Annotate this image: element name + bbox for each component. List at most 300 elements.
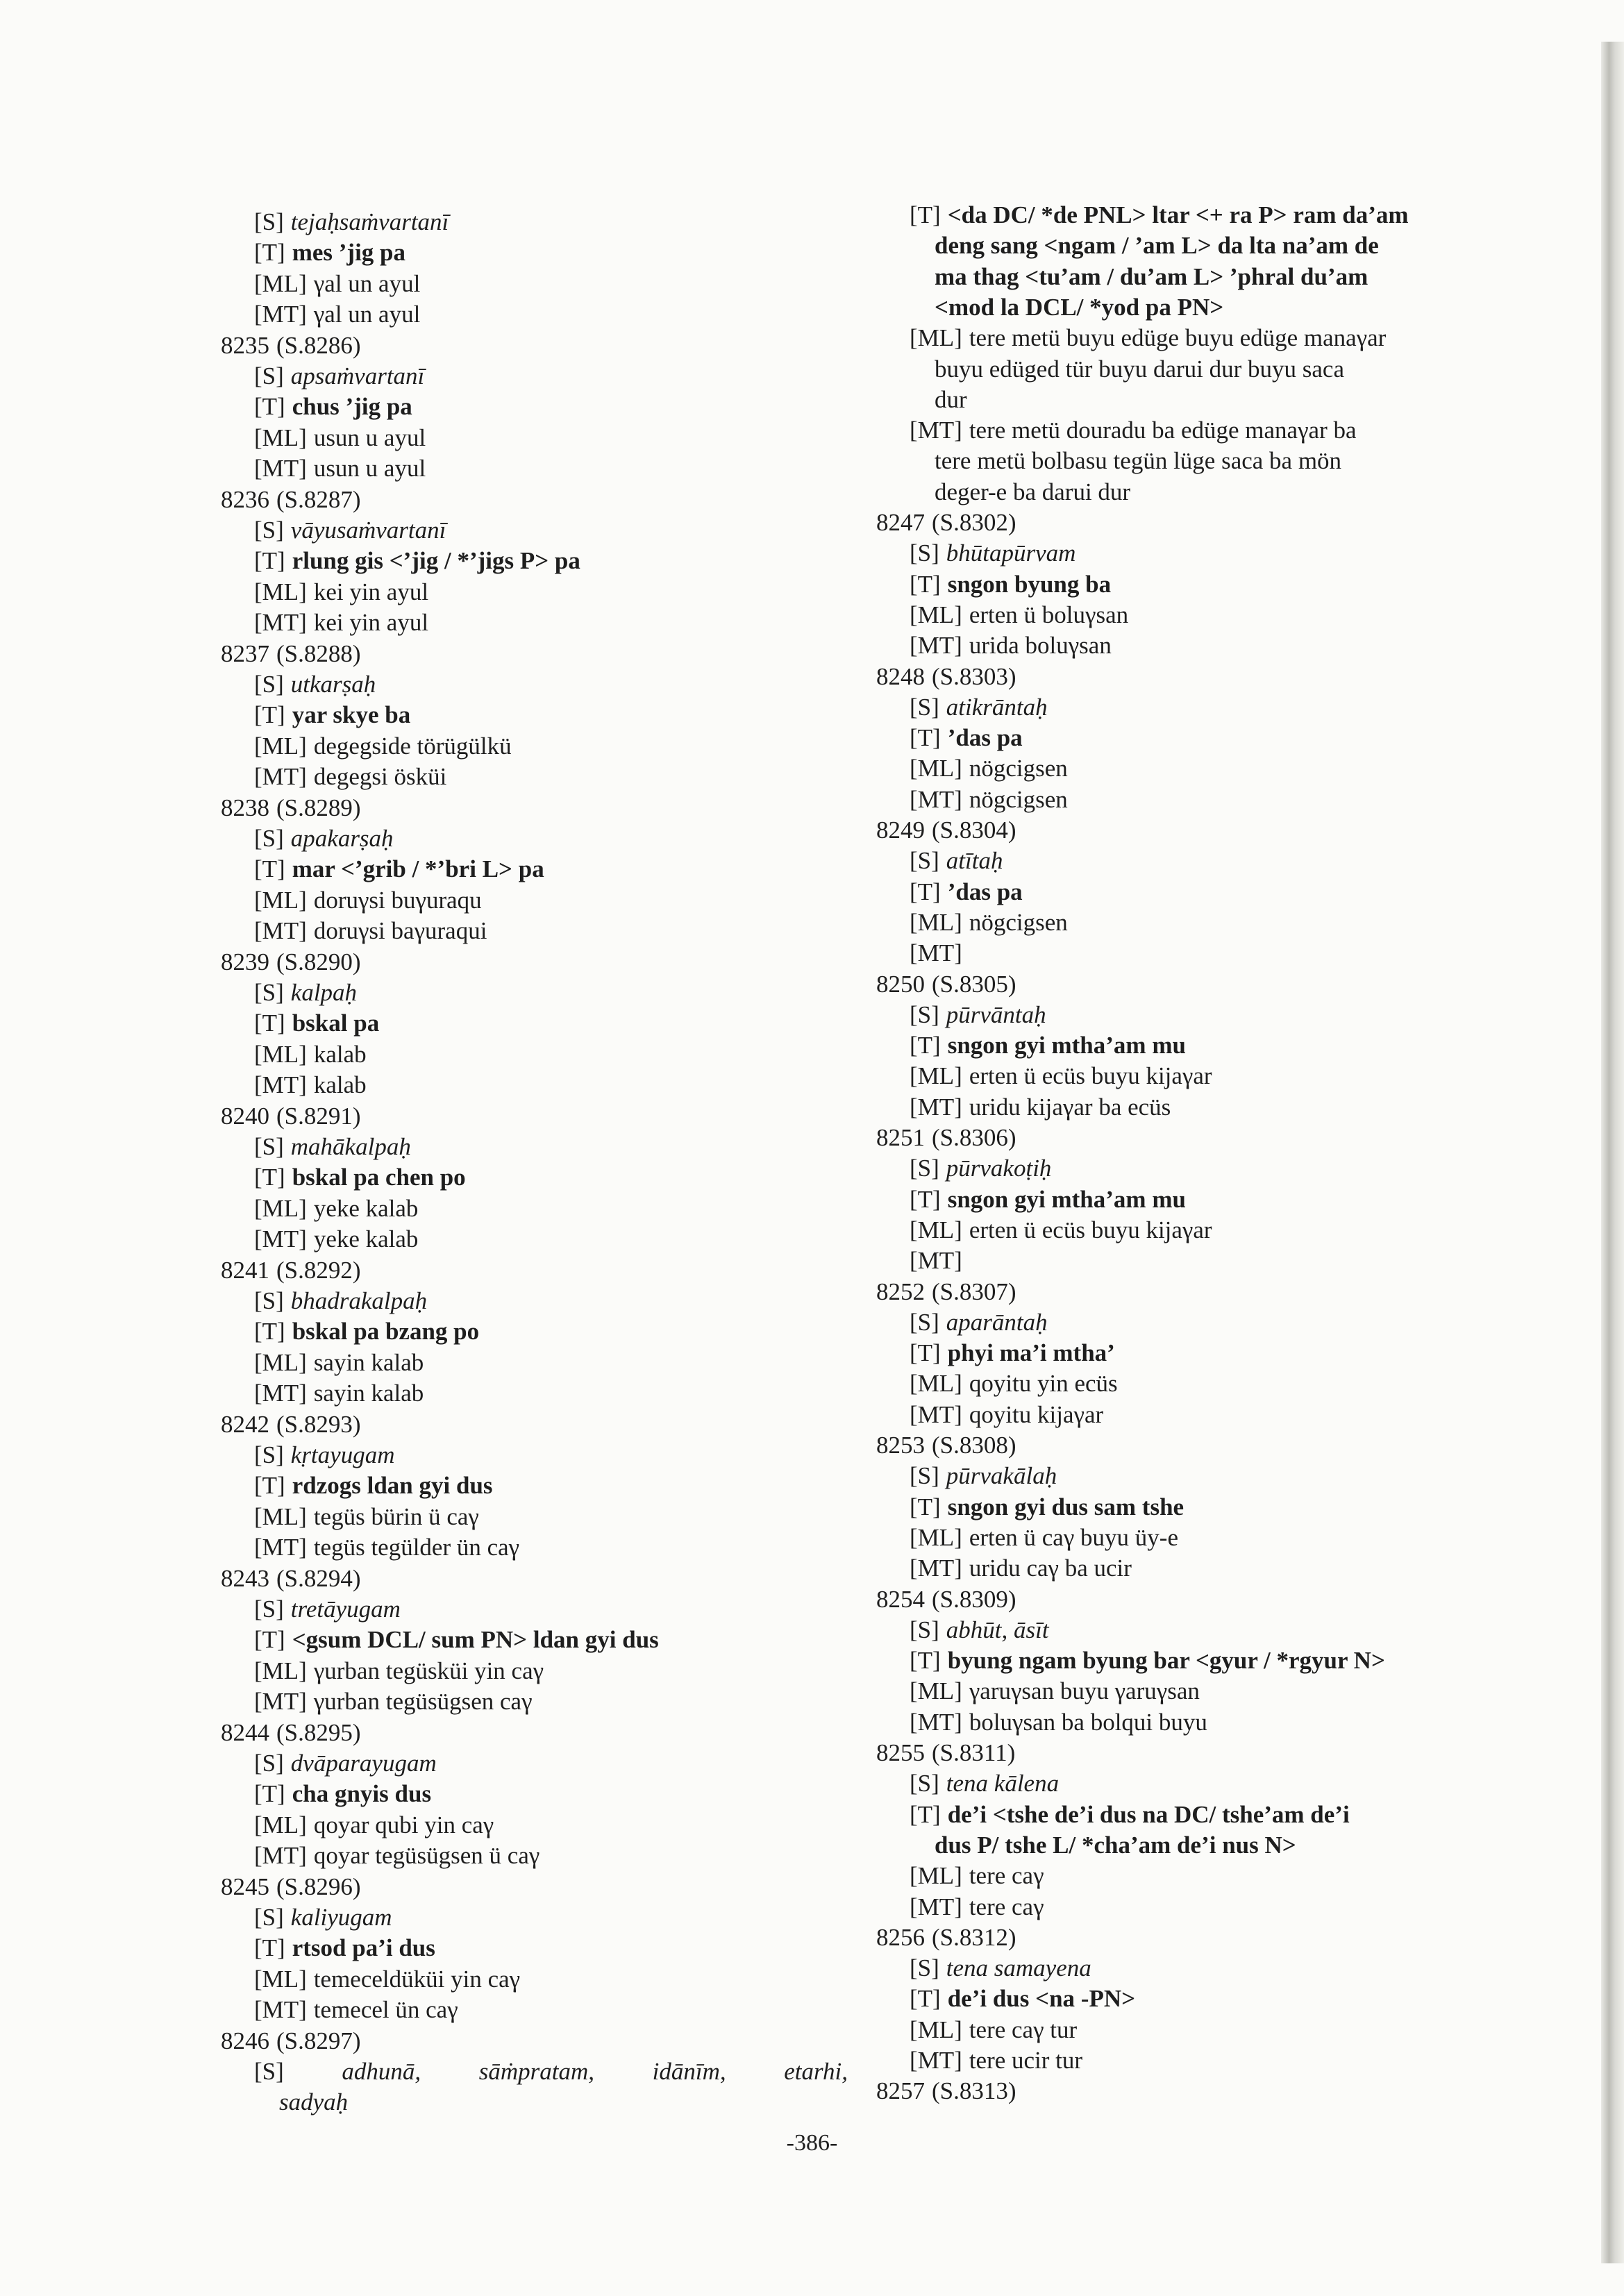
field-text: bskal pa bzang po <box>292 1318 480 1346</box>
entry-line <box>254 1656 544 1686</box>
entry-number: 8250 <box>876 970 925 998</box>
field-text: usun u ayul <box>313 455 426 483</box>
entry-number: 8248 <box>876 662 925 690</box>
entry-line <box>254 207 449 237</box>
field-text: chus ’jig pa <box>292 393 412 421</box>
entry-line <box>254 1008 379 1039</box>
entry-line <box>910 1307 1048 1338</box>
field-tag: [MT] <box>254 1996 307 2024</box>
field-text: deger-e ba darui dur <box>935 478 1131 505</box>
entry-line <box>254 854 544 885</box>
entry-line <box>910 1368 1118 1399</box>
field-text: qoyar tegüsügsen ü caγ <box>313 1842 540 1870</box>
entry-line <box>910 200 1409 231</box>
field-text: temecel ün caγ <box>313 1996 458 2024</box>
field-text: dvāparayugam <box>290 1750 437 1777</box>
entry-line <box>254 1810 494 1841</box>
entry-number: 8251 <box>876 1124 925 1151</box>
field-text: erten ü ecüs buyu kijaγar <box>969 1062 1212 1090</box>
entry-line <box>254 1933 435 1963</box>
entry-line <box>254 1070 367 1100</box>
field-tag: [ML] <box>254 1040 307 1068</box>
field-tag: [ML] <box>910 1677 962 1705</box>
source-reference: (S.8308) <box>932 1432 1016 1459</box>
sanskrit-term: etarhi, <box>784 2058 848 2085</box>
entry-line <box>910 938 969 969</box>
field-tag: [MT] <box>254 1225 307 1253</box>
entry-line <box>910 1030 1186 1061</box>
field-tag: [MT] <box>910 1093 962 1121</box>
entry-number: 8239 <box>221 948 269 975</box>
entry-number: 8241 <box>221 1256 269 1284</box>
entry-line <box>254 1378 424 1409</box>
field-text: <gsum DCL/ sum PN> ldan gyi dus <box>292 1626 659 1654</box>
entry-number-line <box>876 1430 1016 1461</box>
field-tag: [ML] <box>910 601 962 628</box>
entry-line <box>254 1286 427 1316</box>
entry-line <box>254 453 426 484</box>
entry-number-line <box>221 1255 361 1286</box>
field-text: sayin kalab <box>313 1348 424 1376</box>
field-text: tere metü buyu edüge buyu edüge manaγar <box>969 324 1387 352</box>
field-text: sadyaḥ <box>279 2088 349 2116</box>
field-text: tere caγ <box>969 1893 1044 1920</box>
entry-line <box>254 1995 458 2025</box>
field-text: nögcigsen <box>969 785 1068 813</box>
field-tag: [ML] <box>254 424 307 451</box>
field-text: tere ucir tur <box>969 2047 1083 2074</box>
field-text: apsaṁvartanī <box>290 362 425 389</box>
entry-line <box>935 1830 1296 1861</box>
field-tag: [MT] <box>254 1380 307 1407</box>
source-reference: (S.8302) <box>932 509 1016 536</box>
field-tag: [S] <box>254 1441 284 1468</box>
entry-line <box>254 269 420 299</box>
field-text: <mod la DCL/ *yod pa PN> <box>935 293 1224 321</box>
field-text: ’das pa <box>947 724 1023 752</box>
entry-line <box>254 1841 539 1871</box>
field-text: nögcigsen <box>969 755 1068 782</box>
field-tag: [S] <box>254 979 284 1006</box>
entry-line <box>254 1348 424 1378</box>
field-text: yar skye ba <box>292 701 411 729</box>
entry-number-line <box>221 1101 361 1132</box>
entry-line <box>254 1502 479 1532</box>
field-tag: [S] <box>254 1133 284 1160</box>
field-text: <da DC/ *de PNL> ltar <+ ra P> ram da’am <box>947 201 1409 228</box>
entry-number: 8249 <box>876 816 925 844</box>
field-tag: [ML] <box>254 269 307 297</box>
entry-line <box>254 577 428 607</box>
entry-number-line <box>221 793 361 823</box>
field-text: cha gnyis dus <box>292 1780 432 1808</box>
entry-line <box>910 538 1075 569</box>
entry-number-line <box>221 485 361 515</box>
entry-line <box>254 299 420 330</box>
field-text: sngon gyi dus sam tshe <box>947 1493 1184 1520</box>
field-tag: [T] <box>910 724 941 752</box>
entry-line <box>910 1707 1207 1738</box>
field-tag: [S] <box>910 1770 939 1798</box>
field-text: bhadrakalpaḥ <box>290 1287 428 1314</box>
entry-line <box>254 423 426 453</box>
entry-number: 8256 <box>876 1923 925 1951</box>
field-tag: [ML] <box>910 908 962 936</box>
field-text: byung ngam byung bar <gyur / *rgyur N> <box>947 1647 1385 1675</box>
entry-line <box>254 1132 411 1162</box>
field-text: γal un ayul <box>313 269 421 297</box>
field-tag: [T] <box>910 1800 941 1828</box>
field-text: pūrvāntaḥ <box>946 1000 1046 1028</box>
entry-line <box>910 2015 1077 2045</box>
entry-line <box>254 607 428 638</box>
field-text: mes ’jig pa <box>292 239 406 267</box>
field-text: phyi ma’i mtha’ <box>947 1339 1115 1367</box>
source-reference: (S.8305) <box>932 970 1016 998</box>
entry-number-line <box>876 1123 1016 1153</box>
field-tag: [ML] <box>910 1523 962 1551</box>
field-text: nögcigsen <box>969 908 1068 936</box>
entry-line <box>254 1440 394 1470</box>
entry-line <box>254 731 512 762</box>
field-text: mahākalpaḥ <box>290 1133 411 1160</box>
field-text: γaruγsan buyu γaruγsan <box>969 1677 1200 1705</box>
field-text: atītaḥ <box>946 847 1003 875</box>
entry-number-line <box>876 1922 1016 1953</box>
field-text: kaliyugam <box>290 1904 392 1931</box>
entry-number: 8253 <box>876 1432 925 1459</box>
entry-number-line <box>221 2026 361 2056</box>
field-tag: [T] <box>254 1626 285 1654</box>
field-text: sngon byung ba <box>947 570 1112 598</box>
field-tag: [T] <box>254 1472 285 1500</box>
field-tag: [T] <box>254 393 285 421</box>
entry-line <box>254 546 580 576</box>
field-text: boluγsan ba bolqui buyu <box>969 1708 1207 1736</box>
field-tag: [MT] <box>910 2047 962 2074</box>
field-tag: [ML] <box>254 1502 307 1530</box>
source-reference: (S.8292) <box>276 1256 361 1284</box>
field-tag: [S] <box>254 2058 284 2085</box>
entry-line <box>910 415 1357 446</box>
entry-number-line <box>876 2076 1016 2106</box>
entry-line <box>910 1953 1091 1984</box>
source-reference: (S.8295) <box>276 1718 361 1746</box>
source-reference: (S.8304) <box>932 816 1016 844</box>
entry-line <box>910 600 1128 630</box>
entry-line <box>910 1338 1115 1368</box>
entry-number-line <box>221 947 361 978</box>
entry-line <box>910 1153 1051 1184</box>
field-text: dus P/ tshe L/ *cha’am de’i nus N> <box>935 1831 1296 1859</box>
field-text: de’i <tshe de’i dus na DC/ tshe’am de’i <box>947 1800 1350 1828</box>
field-text: abhūt, āsīt <box>946 1616 1049 1643</box>
field-tag: [ML] <box>910 755 962 782</box>
field-tag: [MT] <box>254 609 307 637</box>
field-text: dur <box>935 385 967 413</box>
entry-number: 8247 <box>876 509 925 536</box>
sanskrit-term: idānīm, <box>652 2058 726 2085</box>
entry-line <box>254 1224 418 1255</box>
field-tag: [S] <box>910 1308 939 1336</box>
entry-line <box>254 1748 437 1779</box>
entry-line <box>279 2087 348 2118</box>
field-tag: [T] <box>254 1318 285 1346</box>
entry-line <box>910 877 1023 907</box>
field-text: bskal pa <box>292 1009 380 1037</box>
sanskrit-term: sāṁpratam, <box>478 2058 595 2085</box>
entry-number-line <box>221 1718 361 1748</box>
scan-edge-shadow <box>1601 42 1624 2263</box>
entry-number: 8246 <box>221 2027 269 2054</box>
entry-number-line <box>876 1277 1016 1307</box>
field-tag: [S] <box>254 1287 284 1314</box>
source-reference: (S.8306) <box>932 1124 1016 1151</box>
field-text: γal un ayul <box>313 301 421 328</box>
entry-number: 8257 <box>876 2077 925 2105</box>
entry-line <box>910 630 1112 661</box>
field-tag: [S] <box>254 362 284 389</box>
field-text: sayin kalab <box>313 1380 424 1407</box>
field-text: kei yin ayul <box>313 609 429 637</box>
field-tag: [T] <box>254 1009 285 1037</box>
field-tag: [MT] <box>910 632 962 660</box>
field-text: rdzogs ldan gyi dus <box>292 1472 493 1500</box>
entry-line <box>935 231 1379 261</box>
field-tag: [MT] <box>254 301 307 328</box>
entry-line <box>254 1964 520 1995</box>
field-tag: [T] <box>254 701 285 729</box>
entry-number: 8235 <box>221 331 269 359</box>
field-text: tena samayena <box>946 1954 1091 1982</box>
field-text: γurban tegüsküi yin caγ <box>313 1657 544 1684</box>
field-tag: [T] <box>910 1339 941 1367</box>
entry-line <box>910 1461 1057 1491</box>
entry-number-line <box>876 969 1016 1000</box>
source-reference: (S.8307) <box>932 1277 1016 1305</box>
entry-line <box>254 2056 848 2087</box>
entry-line <box>254 823 394 854</box>
field-text: qoyar qubi yin caγ <box>313 1811 494 1838</box>
entry-line <box>254 1779 431 1809</box>
entry-number: 8255 <box>876 1739 925 1766</box>
entry-line <box>910 1215 1212 1246</box>
entry-line <box>910 1800 1350 1830</box>
field-tag: [ML] <box>910 1370 962 1398</box>
entry-line <box>254 669 376 700</box>
field-text: aparāntaḥ <box>946 1308 1048 1336</box>
entry-number-line <box>876 508 1016 538</box>
entry-line <box>254 392 412 422</box>
field-text: sngon gyi mtha’am mu <box>947 1032 1186 1059</box>
entry-line <box>254 762 446 792</box>
source-reference: (S.8287) <box>276 485 361 513</box>
entry-line <box>910 323 1386 353</box>
field-text: doruγsi buγuraqu <box>313 886 482 914</box>
entry-line <box>910 907 1068 938</box>
field-text: atikrāntaḥ <box>946 693 1048 721</box>
field-tag: [T] <box>254 239 285 267</box>
entry-line <box>910 1523 1178 1553</box>
entry-line <box>910 1184 1186 1215</box>
field-tag: [MT] <box>910 1400 962 1428</box>
field-text: pūrvakālaḥ <box>946 1462 1057 1490</box>
entry-line <box>935 477 1130 508</box>
field-tag: [T] <box>910 201 941 228</box>
field-text: vāyusaṁvartanī <box>290 517 446 544</box>
field-tag: [S] <box>910 539 939 567</box>
field-tag: [S] <box>254 671 284 698</box>
field-text: buyu edüged tür buyu darui dur buyu saca <box>935 355 1344 383</box>
field-text: doruγsi baγuraqui <box>313 917 487 945</box>
field-tag: [S] <box>254 1750 284 1777</box>
field-tag: [ML] <box>910 2016 962 2043</box>
source-reference: (S.8286) <box>276 331 361 359</box>
field-tag: [S] <box>254 208 284 235</box>
field-text: bskal pa chen po <box>292 1164 466 1191</box>
entry-line <box>910 1645 1385 1676</box>
entry-line <box>254 1039 367 1070</box>
entry-line <box>910 1246 969 1276</box>
field-tag: [T] <box>910 1985 941 2013</box>
entry-line <box>910 1492 1184 1523</box>
field-text: tere metü douradu ba edüge manaγar ba <box>969 417 1357 444</box>
sanskrit-term: adhunā, <box>342 2058 421 2085</box>
source-reference: (S.8297) <box>276 2027 361 2054</box>
entry-line <box>935 354 1344 385</box>
entry-number: 8243 <box>221 1564 269 1592</box>
field-text: utkarṣaḥ <box>290 671 376 698</box>
field-text: tere caγ <box>969 1862 1044 1890</box>
entry-line <box>254 700 410 730</box>
entry-line <box>254 361 424 392</box>
entry-line <box>910 1892 1044 1922</box>
entry-line <box>910 723 1023 753</box>
field-text: kalab <box>313 1071 367 1099</box>
field-tag: [MT] <box>254 1071 307 1099</box>
entry-line <box>910 1615 1049 1645</box>
field-tag: [ML] <box>254 578 307 605</box>
field-text: usun u ayul <box>313 424 426 451</box>
field-tag: [MT] <box>254 1534 307 1561</box>
field-text: tere metü bolbasu tegün lüge saca ba mön <box>935 447 1342 475</box>
field-tag: [ML] <box>910 324 962 352</box>
source-reference: (S.8303) <box>932 662 1016 690</box>
field-text: kei yin ayul <box>313 578 429 605</box>
field-tag: [T] <box>254 1934 285 1962</box>
entry-line <box>910 846 1003 876</box>
entry-line <box>910 1553 1132 1584</box>
field-text: erten ü ecüs buyu kijaγar <box>969 1216 1212 1243</box>
field-text: erten ü boluγsan <box>969 601 1129 628</box>
source-reference: (S.8311) <box>932 1739 1016 1766</box>
entry-line <box>910 569 1111 600</box>
field-text: γurban tegüsügsen caγ <box>313 1688 533 1716</box>
field-text: tena kālena <box>946 1770 1060 1798</box>
entry-line <box>254 515 446 546</box>
entry-number-line <box>221 639 361 669</box>
field-tag: [S] <box>910 1462 939 1490</box>
entry-line <box>254 1470 493 1501</box>
entry-line <box>910 1768 1059 1799</box>
entry-line <box>910 1676 1200 1707</box>
field-tag: [T] <box>254 1164 285 1191</box>
entry-number: 8244 <box>221 1718 269 1746</box>
field-tag: [MT] <box>910 417 962 444</box>
entry-line <box>910 753 1068 784</box>
entry-line <box>254 1162 466 1193</box>
field-tag: [ML] <box>910 1216 962 1243</box>
field-tag: [T] <box>910 1647 941 1675</box>
entry-line <box>910 1000 1046 1030</box>
field-tag: [S] <box>254 825 284 852</box>
field-tag: [T] <box>254 855 285 883</box>
entry-line <box>910 1400 1103 1430</box>
entry-line <box>935 446 1341 476</box>
field-tag: [ML] <box>910 1862 962 1890</box>
field-text: bhūtapūrvam <box>946 539 1076 567</box>
field-tag: [ML] <box>254 1811 307 1838</box>
field-text: ma thag <tu’am / du’am L> ’phral du’am <box>935 262 1368 290</box>
field-text: qoyitu kijaγar <box>969 1400 1104 1428</box>
field-text: deng sang <ngam / ’am L> da lta na’am de <box>935 232 1379 260</box>
entry-number: 8242 <box>221 1410 269 1438</box>
field-tag: [T] <box>910 1185 941 1213</box>
entry-line <box>910 785 1068 815</box>
entry-number: 8252 <box>876 1277 925 1305</box>
field-tag: [T] <box>910 570 941 598</box>
field-tag: [ML] <box>254 886 307 914</box>
field-tag: [S] <box>254 1595 284 1623</box>
field-tag: [S] <box>910 693 939 721</box>
entry-line <box>935 262 1368 292</box>
field-text: apakarṣaḥ <box>290 825 394 852</box>
entry-line <box>254 916 487 946</box>
entry-number-line <box>876 1738 1015 1768</box>
field-tag: [MT] <box>910 939 962 967</box>
field-text: sngon gyi mtha’am mu <box>947 1185 1186 1213</box>
entry-line <box>254 1902 392 1933</box>
field-tag: [T] <box>254 1780 285 1808</box>
entry-line <box>254 1686 533 1717</box>
field-tag: [T] <box>910 1493 941 1520</box>
source-reference: (S.8291) <box>276 1102 361 1130</box>
field-text: urida boluγsan <box>969 632 1112 660</box>
field-text: degegsi ösküi <box>313 763 447 791</box>
field-tag: [MT] <box>254 1842 307 1870</box>
entry-line <box>910 1092 1171 1123</box>
entry-number: 8245 <box>221 1872 269 1900</box>
justified-terms <box>254 2056 848 2087</box>
field-tag: [MT] <box>910 785 962 813</box>
entry-number-line <box>221 1872 361 1902</box>
entry-number: 8240 <box>221 1102 269 1130</box>
source-reference: (S.8309) <box>932 1585 1016 1613</box>
field-tag: [S] <box>254 1904 284 1931</box>
field-text: rtsod pa’i dus <box>292 1934 435 1962</box>
entry-number-line <box>876 815 1016 846</box>
field-text: yeke kalab <box>313 1225 419 1253</box>
entry-line <box>254 978 357 1008</box>
field-text: temeceldüküi yin caγ <box>313 1965 521 1993</box>
entry-line <box>910 1861 1044 1891</box>
field-tag: [ML] <box>910 1062 962 1090</box>
entry-line <box>254 237 405 268</box>
field-text: mar <’grib / *’bri L> pa <box>292 855 544 883</box>
entry-line <box>254 1193 418 1224</box>
field-text: uridu caγ ba ucir <box>969 1555 1132 1582</box>
field-text: ’das pa <box>947 878 1023 905</box>
